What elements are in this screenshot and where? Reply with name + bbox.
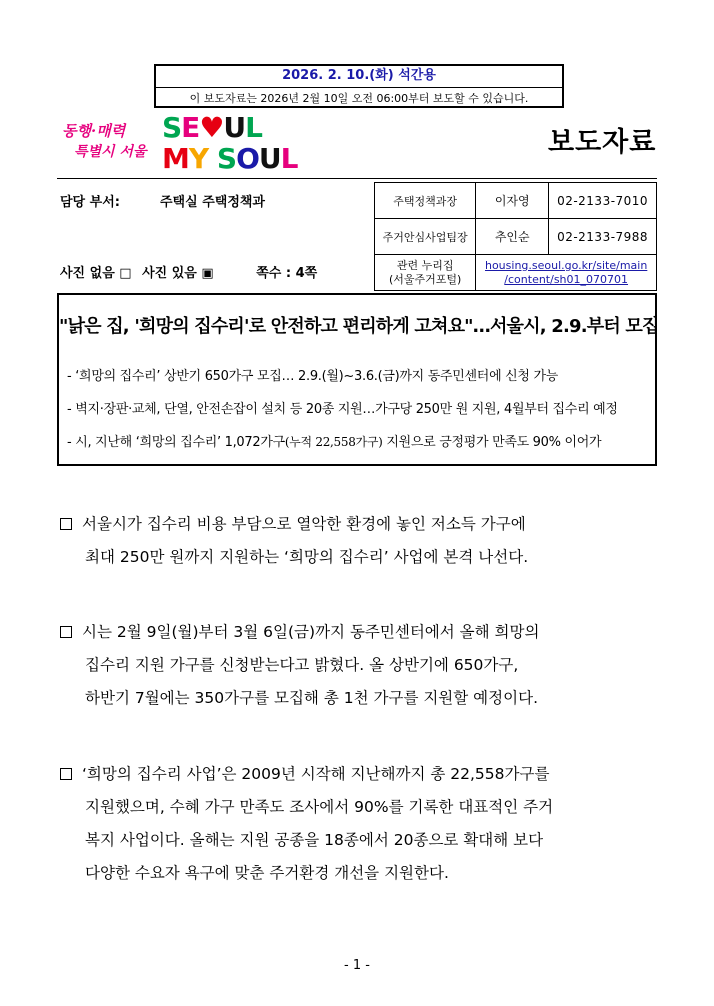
with-photo-checkbox-label: 사진 있음 ▣	[142, 266, 214, 281]
svg-text:동행·매력: 동행·매력	[62, 122, 126, 140]
subpoint-2: - 벽지·장판·교체, 단열, 안전손잡이 설치 등 20종 지원…가구당 250만 원 지원, 4월부터 집수리 예정	[67, 402, 618, 417]
paragraph-text: 서울시가 집수리 비용 부담으로 열악한 환경에 놓인 저소득 가구에	[82, 515, 526, 533]
seoul-my-soul-logo-art	[162, 110, 298, 175]
table-row	[375, 255, 657, 291]
header-divider	[57, 178, 657, 179]
page-number: - 1 -	[344, 958, 370, 973]
contact-role: 주거안심사업팀장	[375, 219, 476, 255]
paragraph-text: ‘희망의 집수리 사업’은 2009년 시작해 지난해까지 총 22,558가구를	[82, 765, 550, 783]
subpoint-3	[67, 431, 601, 450]
subpoint-1: - ‘희망의 집수리’ 상반기 650가구 모집… 2.9.(월)~3.6.(금)까지 동주민센터에 신청 가능	[67, 369, 559, 384]
contact-phone: 02-2133-7010	[549, 183, 657, 219]
related-site-link[interactable]	[476, 255, 657, 291]
seoul-my-soul-logo	[162, 110, 298, 175]
department-label: 담당 부서:	[60, 195, 120, 210]
table-row	[375, 183, 657, 219]
page-count: 쪽수 : 4쪽	[256, 266, 318, 281]
paragraph-line: 최대 250만 원까지 지원하는 ‘희망의 집수리’ 사업에 본격 나선다.	[85, 548, 529, 566]
related-site-url-line2[interactable]: /content/sh01_070701	[504, 272, 629, 286]
square-bullet-icon	[60, 518, 72, 530]
embargo-note: 이 보도자료는 2026년 2월 10일 오전 06:00부터 보도할 수 있습니다.	[189, 92, 529, 105]
headline-box	[57, 293, 657, 466]
press-release-title: 보도자료	[548, 127, 657, 158]
paragraph-line: 집수리 지원 가구를 신청받는다고 밝혔다. 올 상반기에 650가구,	[85, 656, 519, 674]
contact-role: 주택정책과장	[375, 183, 476, 219]
paragraph-line	[60, 620, 539, 642]
release-date: 2026. 2. 10.(화) 석간용	[156, 66, 562, 88]
paragraph-line: 다양한 수요자 욕구에 맞춘 주거환경 개선을 지원한다.	[85, 864, 449, 882]
contact-name: 추인순	[476, 219, 549, 255]
paragraph-line	[60, 762, 549, 784]
photo-info	[60, 262, 323, 281]
paragraph-text: 시는 2월 9일(월)부터 3월 6일(금)까지 동주민센터에서 올해 희망의	[82, 623, 540, 641]
department-value: 주택실 주택정책과	[160, 195, 265, 210]
square-bullet-icon	[60, 768, 72, 780]
contact-phone: 02-2133-7988	[549, 219, 657, 255]
related-site-label-line1: 관련 누리집	[396, 258, 454, 272]
paragraph-line: 하반기 7월에는 350가구를 모집해 총 1천 가구를 지원할 예정이다.	[85, 689, 539, 707]
contact-name: 이자영	[476, 183, 549, 219]
seoul-slogan-logo	[60, 118, 152, 162]
related-site-label	[375, 255, 476, 291]
related-site-label-line2: (서울주거포털)	[388, 272, 462, 286]
svg-text:SE♥UL: SE♥UL	[162, 111, 263, 144]
no-photo-checkbox-label: 사진 없음 □	[60, 266, 132, 281]
subpoint-3-rest: 지원으로 긍정평가 만족도 90% 이어가	[382, 435, 602, 450]
paragraph-line: 복지 사업이다. 올해는 지원 공종을 18종에서 20종으로 확대해 보다	[85, 831, 544, 849]
svg-text:MY SOUL: MY SOUL	[162, 142, 298, 175]
paragraph-line	[60, 512, 526, 534]
table-row	[375, 219, 657, 255]
subpoint-3-cumulative: (누적 22,558가구)	[284, 435, 383, 449]
embargo-box	[154, 64, 564, 108]
contact-table	[374, 182, 657, 291]
svg-text:특별시 서울: 특별시 서울	[74, 144, 147, 160]
square-bullet-icon	[60, 626, 72, 638]
related-site-url-line1[interactable]: housing.seoul.go.kr/site/main	[484, 258, 648, 272]
subpoint-3-text: - 시, 지난해 ‘희망의 집수리’ 1,072가구	[67, 435, 285, 450]
paragraph-line: 지원했으며, 수혜 가구 만족도 조사에서 90%를 기록한 대표적인 주거	[85, 798, 554, 816]
headline: "낡은 집, '희망의 집수리'로 안전하고 편리하게 고쳐요"…서울시, 2.9.부터 모집	[59, 316, 659, 337]
